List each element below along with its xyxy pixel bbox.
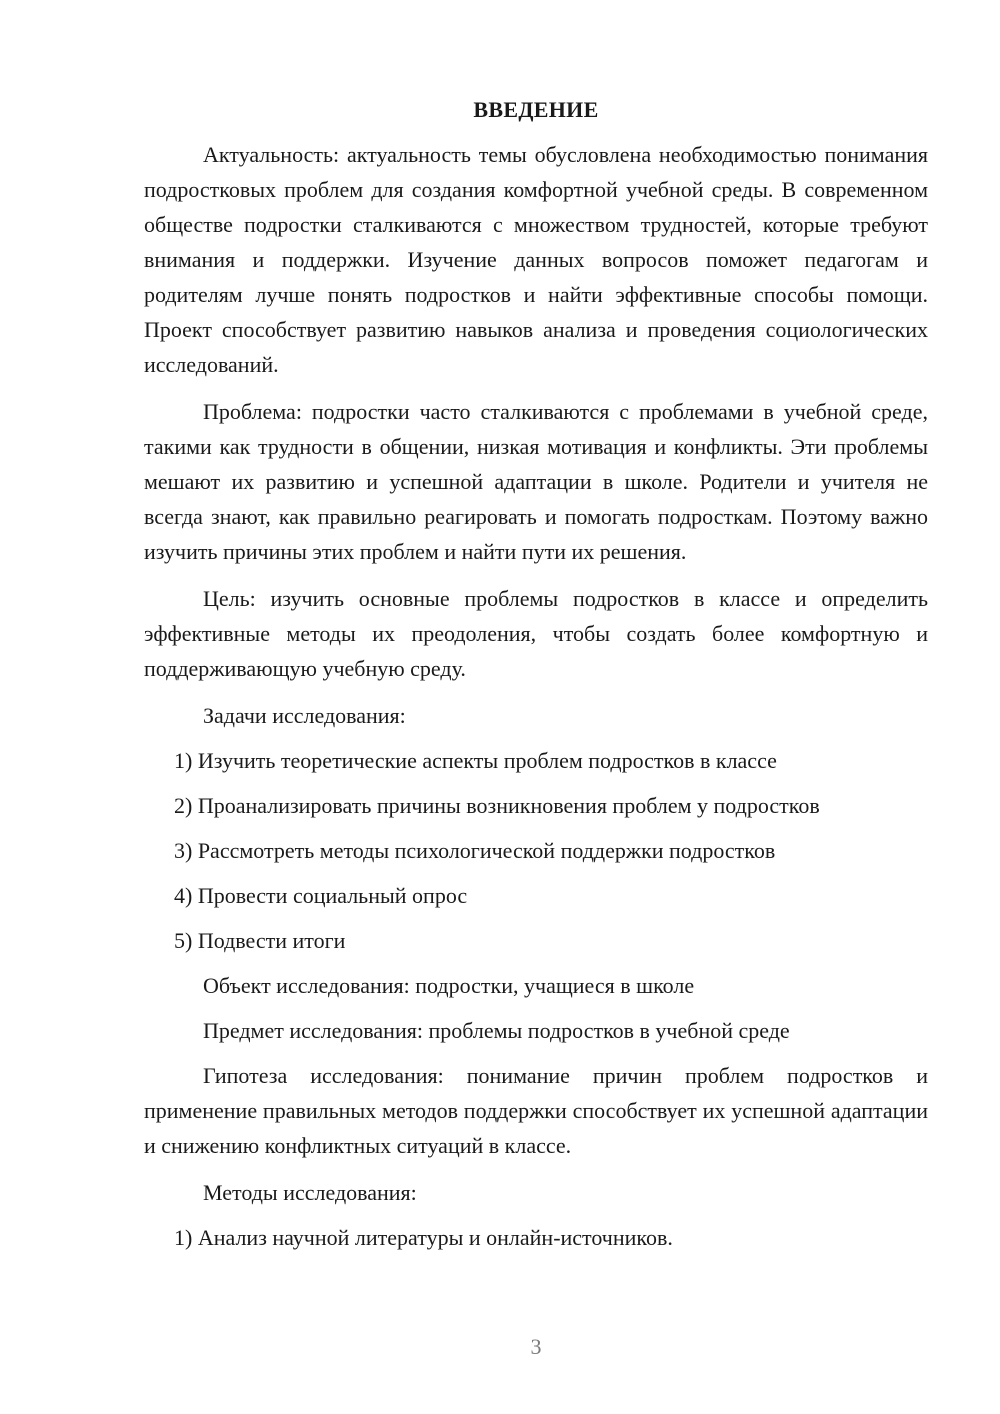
goal-paragraph: Цель: изучить основные проблемы подростков в классе и определить эффективные методы их преодоления, чтобы создать более комфортную и поддерживающую учебную среду. [144,586,928,681]
methods-heading: Методы исследования: [203,1180,417,1205]
relevance-paragraph: Актуальность: актуальность темы обусловлена необходимостью понимания подростковых проблем для создания комфортной учебной среды. В современном обществе подростки сталкиваются с множеством трудностей, которые требуют внимания и поддержки. Изучение данных вопросов поможет педагогам и родителям лучше понять подростков и найти эффективные способы помощи. Проект способствует развитию навыков анализа и проведения социологических исследований. [144,142,928,377]
problem-paragraph: Проблема: подростки часто сталкиваются с проблемами в учебной среде, такими как трудности в общении, низкая мотивация и конфликты. Эти проблемы мешают их развитию и успешной адаптации в школе. Родители и учителя не всегда знают, как правильно реагировать и помогать подросткам. Поэтому важно изучить причины этих проблем и найти пути их решения. [144,399,928,564]
task-item-5: 5) Подвести итоги [174,928,346,953]
tasks-heading: Задачи исследования: [203,703,406,728]
task-item-2: 2) Проанализировать причины возникновения проблем у подростков [174,793,820,818]
page-body [144,95,928,1265]
task-item-4: 4) Провести социальный опрос [174,883,468,908]
task-item-3: 3) Рассмотреть методы психологической поддержки подростков [174,838,776,863]
page-title: ВВЕДЕНИЕ [473,97,599,122]
hypothesis-paragraph: Гипотеза исследования: понимание причин проблем подростков и применение правильных методов поддержки способствует их успешной адаптации и снижению конфликтных ситуаций в классе. [144,1063,928,1158]
method-item-1: 1) Анализ научной литературы и онлайн-источников. [174,1225,673,1250]
research-subject: Предмет исследования: проблемы подростков в учебной среде [203,1018,790,1043]
research-object: Объект исследования: подростки, учащиеся в школе [203,973,695,998]
page-number: 3 [530,1334,542,1359]
task-item-1: 1) Изучить теоретические аспекты проблем подростков в классе [174,748,777,773]
